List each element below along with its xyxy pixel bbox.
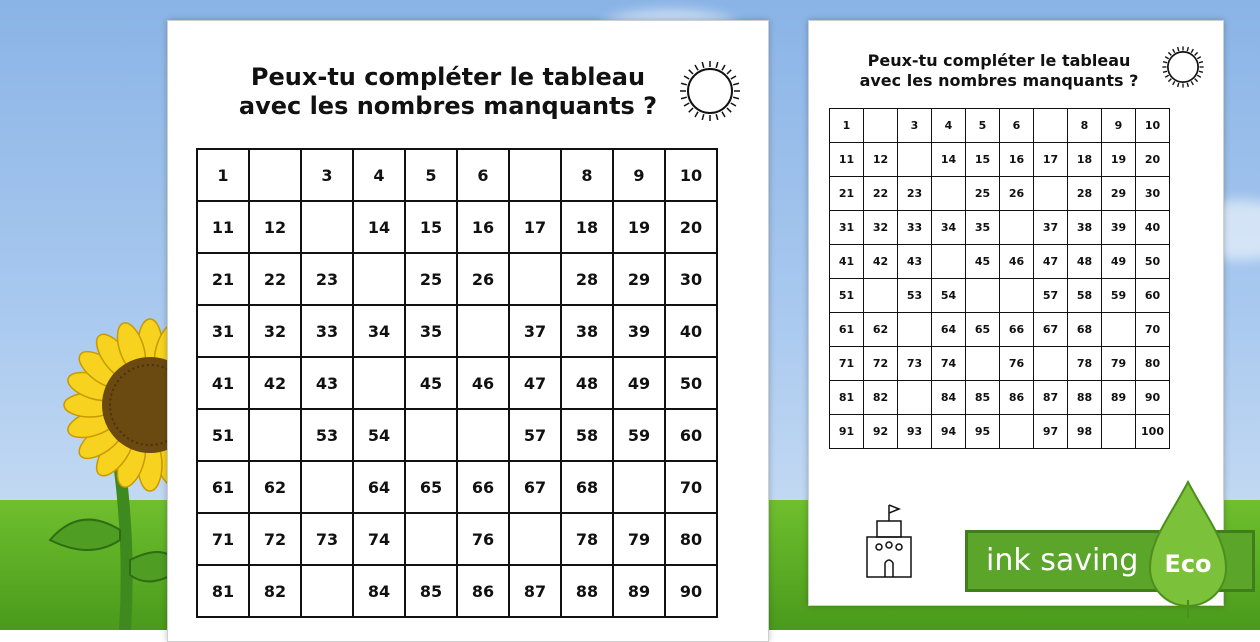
number-cell: 1	[197, 149, 249, 201]
grid-row	[830, 313, 1170, 347]
number-cell: 71	[197, 513, 249, 565]
number-cell: 54	[932, 279, 966, 313]
number-cell: 59	[1102, 279, 1136, 313]
number-cell: 72	[249, 513, 301, 565]
number-cell: 59	[613, 409, 665, 461]
number-cell: 9	[613, 149, 665, 201]
number-cell: 39	[1102, 211, 1136, 245]
empty-cell	[457, 409, 509, 461]
number-cell: 4	[932, 109, 966, 143]
grid-row	[197, 305, 717, 357]
number-cell: 42	[864, 245, 898, 279]
number-cell: 15	[966, 143, 1000, 177]
number-cell: 95	[966, 415, 1000, 449]
grid-row	[830, 177, 1170, 211]
number-cell: 30	[665, 253, 717, 305]
number-cell: 68	[561, 461, 613, 513]
number-cell: 89	[613, 565, 665, 617]
number-cell: 10	[665, 149, 717, 201]
number-cell: 84	[932, 381, 966, 415]
number-cell: 98	[1068, 415, 1102, 449]
number-cell: 68	[1068, 313, 1102, 347]
number-cell: 21	[830, 177, 864, 211]
grid-row	[830, 381, 1170, 415]
number-cell: 3	[301, 149, 353, 201]
empty-cell	[509, 149, 561, 201]
sunflower-illustration	[20, 290, 180, 630]
number-cell: 90	[1136, 381, 1170, 415]
title-line-2: avec les nombres manquants ?	[238, 92, 658, 120]
number-cell: 6	[1000, 109, 1034, 143]
empty-cell	[898, 313, 932, 347]
empty-cell	[1034, 347, 1068, 381]
number-cell: 50	[1136, 245, 1170, 279]
empty-cell	[249, 149, 301, 201]
grid-row	[197, 461, 717, 513]
worksheet-title	[839, 51, 1159, 91]
number-cell: 79	[1102, 347, 1136, 381]
number-cell: 35	[405, 305, 457, 357]
number-cell: 32	[864, 211, 898, 245]
number-cell: 40	[665, 305, 717, 357]
grid-row	[197, 513, 717, 565]
number-cell: 22	[864, 177, 898, 211]
empty-cell	[301, 461, 353, 513]
number-cell: 76	[1000, 347, 1034, 381]
number-cell: 40	[1136, 211, 1170, 245]
number-cell: 5	[405, 149, 457, 201]
number-cell: 4	[353, 149, 405, 201]
number-cell: 16	[457, 201, 509, 253]
empty-cell	[509, 513, 561, 565]
empty-cell	[405, 513, 457, 565]
number-cell: 19	[613, 201, 665, 253]
number-cell: 85	[405, 565, 457, 617]
number-cell: 30	[1136, 177, 1170, 211]
number-cell: 72	[864, 347, 898, 381]
number-cell: 22	[249, 253, 301, 305]
number-cell: 9	[1102, 109, 1136, 143]
number-cell: 43	[301, 357, 353, 409]
number-cell: 45	[966, 245, 1000, 279]
number-cell: 79	[613, 513, 665, 565]
grid-row	[197, 357, 717, 409]
number-cell: 62	[249, 461, 301, 513]
number-cell: 89	[1102, 381, 1136, 415]
number-cell: 46	[457, 357, 509, 409]
number-cell: 61	[197, 461, 249, 513]
number-cell: 80	[1136, 347, 1170, 381]
empty-cell	[1000, 415, 1034, 449]
number-cell: 49	[613, 357, 665, 409]
number-cell: 67	[1034, 313, 1068, 347]
empty-cell	[509, 253, 561, 305]
number-cell: 37	[1034, 211, 1068, 245]
empty-cell	[932, 245, 966, 279]
empty-cell	[613, 461, 665, 513]
number-cell: 20	[665, 201, 717, 253]
number-cell: 3	[898, 109, 932, 143]
number-cell: 71	[830, 347, 864, 381]
worksheet-large	[167, 20, 769, 642]
empty-cell	[353, 357, 405, 409]
number-cell: 58	[1068, 279, 1102, 313]
empty-cell	[898, 143, 932, 177]
grid-row	[197, 409, 717, 461]
grid-row	[830, 415, 1170, 449]
number-cell: 93	[898, 415, 932, 449]
empty-cell	[864, 109, 898, 143]
number-cell: 45	[405, 357, 457, 409]
grid-row	[830, 109, 1170, 143]
number-cell: 65	[405, 461, 457, 513]
number-cell: 73	[898, 347, 932, 381]
grid-row	[830, 143, 1170, 177]
number-cell: 31	[197, 305, 249, 357]
number-cell: 25	[966, 177, 1000, 211]
number-cell: 34	[353, 305, 405, 357]
number-cell: 5	[966, 109, 1000, 143]
empty-cell	[1102, 415, 1136, 449]
number-cell: 47	[1034, 245, 1068, 279]
number-cell: 17	[509, 201, 561, 253]
number-cell: 92	[864, 415, 898, 449]
number-cell: 85	[966, 381, 1000, 415]
number-cell: 8	[561, 149, 613, 201]
number-cell: 31	[830, 211, 864, 245]
number-cell: 58	[561, 409, 613, 461]
sun-icon	[1161, 45, 1205, 89]
number-cell: 32	[249, 305, 301, 357]
number-cell: 73	[301, 513, 353, 565]
number-cell: 65	[966, 313, 1000, 347]
number-cell: 10	[1136, 109, 1170, 143]
title-line-1: Peux-tu compléter le tableau	[867, 51, 1131, 70]
number-cell: 87	[509, 565, 561, 617]
number-cell: 12	[864, 143, 898, 177]
number-cell: 6	[457, 149, 509, 201]
empty-cell	[966, 347, 1000, 381]
number-cell: 18	[561, 201, 613, 253]
empty-cell	[457, 305, 509, 357]
number-cell: 49	[1102, 245, 1136, 279]
empty-cell	[1034, 177, 1068, 211]
number-cell: 1	[830, 109, 864, 143]
number-cell: 29	[613, 253, 665, 305]
grid-row	[830, 279, 1170, 313]
grid-row	[830, 245, 1170, 279]
number-cell: 38	[561, 305, 613, 357]
number-cell: 70	[665, 461, 717, 513]
eco-drop-icon	[1148, 480, 1228, 620]
number-cell: 62	[864, 313, 898, 347]
number-cell: 84	[353, 565, 405, 617]
number-cell: 60	[665, 409, 717, 461]
number-cell: 88	[561, 565, 613, 617]
number-cell: 86	[457, 565, 509, 617]
number-cell: 41	[197, 357, 249, 409]
number-cell: 21	[197, 253, 249, 305]
number-cell: 37	[509, 305, 561, 357]
number-cell: 80	[665, 513, 717, 565]
number-cell: 17	[1034, 143, 1068, 177]
number-cell: 14	[932, 143, 966, 177]
number-cell: 66	[457, 461, 509, 513]
worksheet-title	[208, 63, 688, 121]
number-grid	[196, 148, 718, 618]
empty-cell	[301, 201, 353, 253]
empty-cell	[405, 409, 457, 461]
number-cell: 20	[1136, 143, 1170, 177]
number-cell: 82	[249, 565, 301, 617]
empty-cell	[898, 381, 932, 415]
number-cell: 19	[1102, 143, 1136, 177]
empty-cell	[966, 279, 1000, 313]
number-cell: 48	[1068, 245, 1102, 279]
number-cell: 11	[197, 201, 249, 253]
number-cell: 33	[898, 211, 932, 245]
number-cell: 23	[898, 177, 932, 211]
number-cell: 18	[1068, 143, 1102, 177]
empty-cell	[1000, 279, 1034, 313]
number-cell: 51	[830, 279, 864, 313]
grid-row	[197, 565, 717, 617]
number-cell: 82	[864, 381, 898, 415]
empty-cell	[864, 279, 898, 313]
number-cell: 26	[457, 253, 509, 305]
empty-cell	[249, 409, 301, 461]
number-cell: 78	[561, 513, 613, 565]
number-cell: 12	[249, 201, 301, 253]
number-cell: 43	[898, 245, 932, 279]
number-cell: 28	[561, 253, 613, 305]
grid-row	[830, 347, 1170, 381]
number-cell: 67	[509, 461, 561, 513]
number-cell: 81	[197, 565, 249, 617]
number-cell: 15	[405, 201, 457, 253]
number-cell: 100	[1136, 415, 1170, 449]
eco-label: Eco	[1164, 550, 1212, 578]
number-cell: 88	[1068, 381, 1102, 415]
empty-cell	[301, 565, 353, 617]
number-cell: 64	[353, 461, 405, 513]
number-cell: 87	[1034, 381, 1068, 415]
number-cell: 28	[1068, 177, 1102, 211]
empty-cell	[1102, 313, 1136, 347]
number-cell: 51	[197, 409, 249, 461]
number-cell: 25	[405, 253, 457, 305]
number-cell: 90	[665, 565, 717, 617]
number-cell: 54	[353, 409, 405, 461]
grid-row	[197, 149, 717, 201]
number-cell: 48	[561, 357, 613, 409]
grid-row	[197, 201, 717, 253]
number-cell: 97	[1034, 415, 1068, 449]
ink-saving-label: ink saving	[986, 543, 1139, 578]
number-cell: 50	[665, 357, 717, 409]
number-cell: 53	[301, 409, 353, 461]
number-cell: 64	[932, 313, 966, 347]
empty-cell	[1034, 109, 1068, 143]
number-cell: 70	[1136, 313, 1170, 347]
number-cell: 53	[898, 279, 932, 313]
number-cell: 14	[353, 201, 405, 253]
number-grid	[829, 108, 1170, 449]
empty-cell	[1000, 211, 1034, 245]
number-cell: 42	[249, 357, 301, 409]
number-cell: 57	[509, 409, 561, 461]
number-cell: 61	[830, 313, 864, 347]
number-cell: 60	[1136, 279, 1170, 313]
title-line-1: Peux-tu compléter le tableau	[250, 63, 646, 91]
number-cell: 78	[1068, 347, 1102, 381]
grid-row	[197, 253, 717, 305]
sandcastle-icon	[859, 501, 919, 581]
number-cell: 39	[613, 305, 665, 357]
number-cell: 8	[1068, 109, 1102, 143]
number-cell: 66	[1000, 313, 1034, 347]
number-cell: 57	[1034, 279, 1068, 313]
number-cell: 74	[353, 513, 405, 565]
grid-row	[830, 211, 1170, 245]
number-cell: 81	[830, 381, 864, 415]
empty-cell	[353, 253, 405, 305]
number-cell: 33	[301, 305, 353, 357]
sun-icon	[678, 59, 742, 123]
number-cell: 26	[1000, 177, 1034, 211]
number-cell: 35	[966, 211, 1000, 245]
number-cell: 74	[932, 347, 966, 381]
number-cell: 47	[509, 357, 561, 409]
number-cell: 38	[1068, 211, 1102, 245]
number-cell: 91	[830, 415, 864, 449]
number-cell: 16	[1000, 143, 1034, 177]
empty-cell	[932, 177, 966, 211]
number-cell: 34	[932, 211, 966, 245]
number-cell: 86	[1000, 381, 1034, 415]
number-cell: 29	[1102, 177, 1136, 211]
title-line-2: avec les nombres manquants ?	[859, 71, 1139, 90]
number-cell: 23	[301, 253, 353, 305]
number-cell: 11	[830, 143, 864, 177]
number-cell: 41	[830, 245, 864, 279]
number-cell: 46	[1000, 245, 1034, 279]
number-cell: 94	[932, 415, 966, 449]
number-cell: 76	[457, 513, 509, 565]
